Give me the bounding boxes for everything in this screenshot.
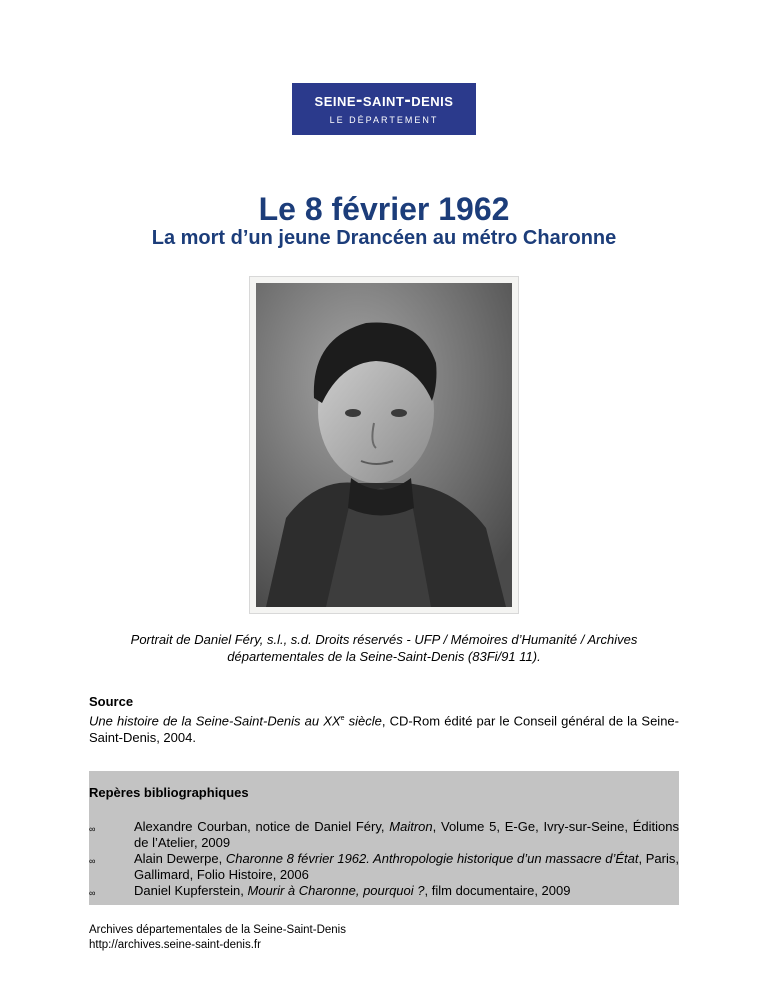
footer-url[interactable]: http://archives.seine-saint-denis.fr [89,939,261,951]
logo-main-text: seine-saint-denis [314,90,454,111]
seine-saint-denis-logo [292,83,476,135]
bibliography-item [89,851,679,883]
logo-sub-text: LE DÉPARTEMENT [329,115,439,125]
portrait-illustration [256,283,512,607]
biblio-title: Maitron [389,819,433,834]
page-subtitle: La mort d’un jeune Drancéen au métro Charonne [151,227,617,249]
caption-line-2: départementales de la Seine-Saint-Denis (83Fi/91 11). [227,649,541,664]
biblio-title: Charonne 8 février 1962. Anthropologie historique d’un massacre d’État [225,851,639,866]
portrait-photo [250,277,518,613]
biblio-text: Daniel Kupferstein, [134,883,248,898]
biblio-text: , Paris, Gallimard, Folio Histoire, 2006 [134,851,679,882]
source-section [89,693,679,746]
bibliography-box [89,771,679,905]
biblio-text: Alexandre Courban, notice de Daniel Féry, [134,819,390,834]
biblio-text: , Volume 5, E-Ge, Ivry-sur-Seine, Éditions de l’Atelier, 2009 [134,819,679,850]
source-work-title-end: siècle [344,713,382,729]
source-heading: Source [89,694,134,709]
bullet-icon: ∞ [89,888,96,898]
bibliography-item [89,883,679,899]
source-text [89,710,679,746]
source-superscript: e [340,715,345,722]
biblio-text: , film documentaire, 2009 [424,883,571,898]
biblio-text: Alain Dewerpe, [134,851,226,866]
footer-institution: Archives départementales de la Seine-Saint-Denis [89,924,346,936]
footer [89,923,346,953]
portrait-image [256,283,512,607]
source-work-title: Une histoire de la Seine-Saint-Denis au XX [89,713,341,729]
bullet-icon: ∞ [89,856,96,866]
bibliography-list [89,819,679,899]
bibliography-item [89,819,679,851]
bullet-icon: ∞ [89,824,96,834]
caption-line-1: Portrait de Daniel Féry, s.l., s.d. Droits réservés - UFP / Mémoires d’Humanité / Archives [130,632,638,647]
bibliography-heading: Repères bibliographiques [89,785,249,800]
source-details: , CD-Rom édité par le Conseil général de la Seine-Saint-Denis, 2004. [89,713,679,746]
page-title: Le 8 février 1962 [258,191,510,227]
biblio-title: Mourir à Charonne, pourquoi ? [247,883,425,898]
photo-caption [100,631,668,665]
